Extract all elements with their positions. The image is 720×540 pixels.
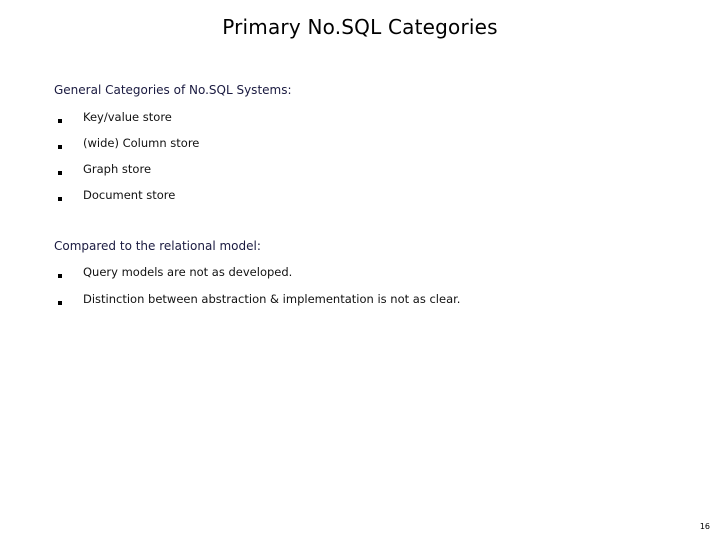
page-number: 16: [699, 522, 710, 531]
section-heading-relational-comparison: Compared to the relational model:: [54, 239, 261, 253]
list-item-text: Distinction between abstraction & implementation is not as clear.: [83, 292, 461, 306]
square-bullet-icon: [58, 171, 62, 175]
list-item-text: Document store: [83, 188, 176, 202]
square-bullet-icon: [58, 301, 62, 305]
list-item-text: (wide) Column store: [83, 136, 200, 150]
list-item-text: Key/value store: [83, 110, 172, 124]
list-item-text: Graph store: [83, 162, 152, 176]
slide-title: Primary No.SQL Categories: [222, 15, 498, 39]
square-bullet-icon: [58, 119, 62, 123]
square-bullet-icon: [58, 145, 62, 149]
square-bullet-icon: [58, 274, 62, 278]
section-heading-general-categories: General Categories of No.SQL Systems:: [54, 83, 292, 97]
list-item-text: Query models are not as developed.: [83, 265, 293, 279]
square-bullet-icon: [58, 197, 62, 201]
